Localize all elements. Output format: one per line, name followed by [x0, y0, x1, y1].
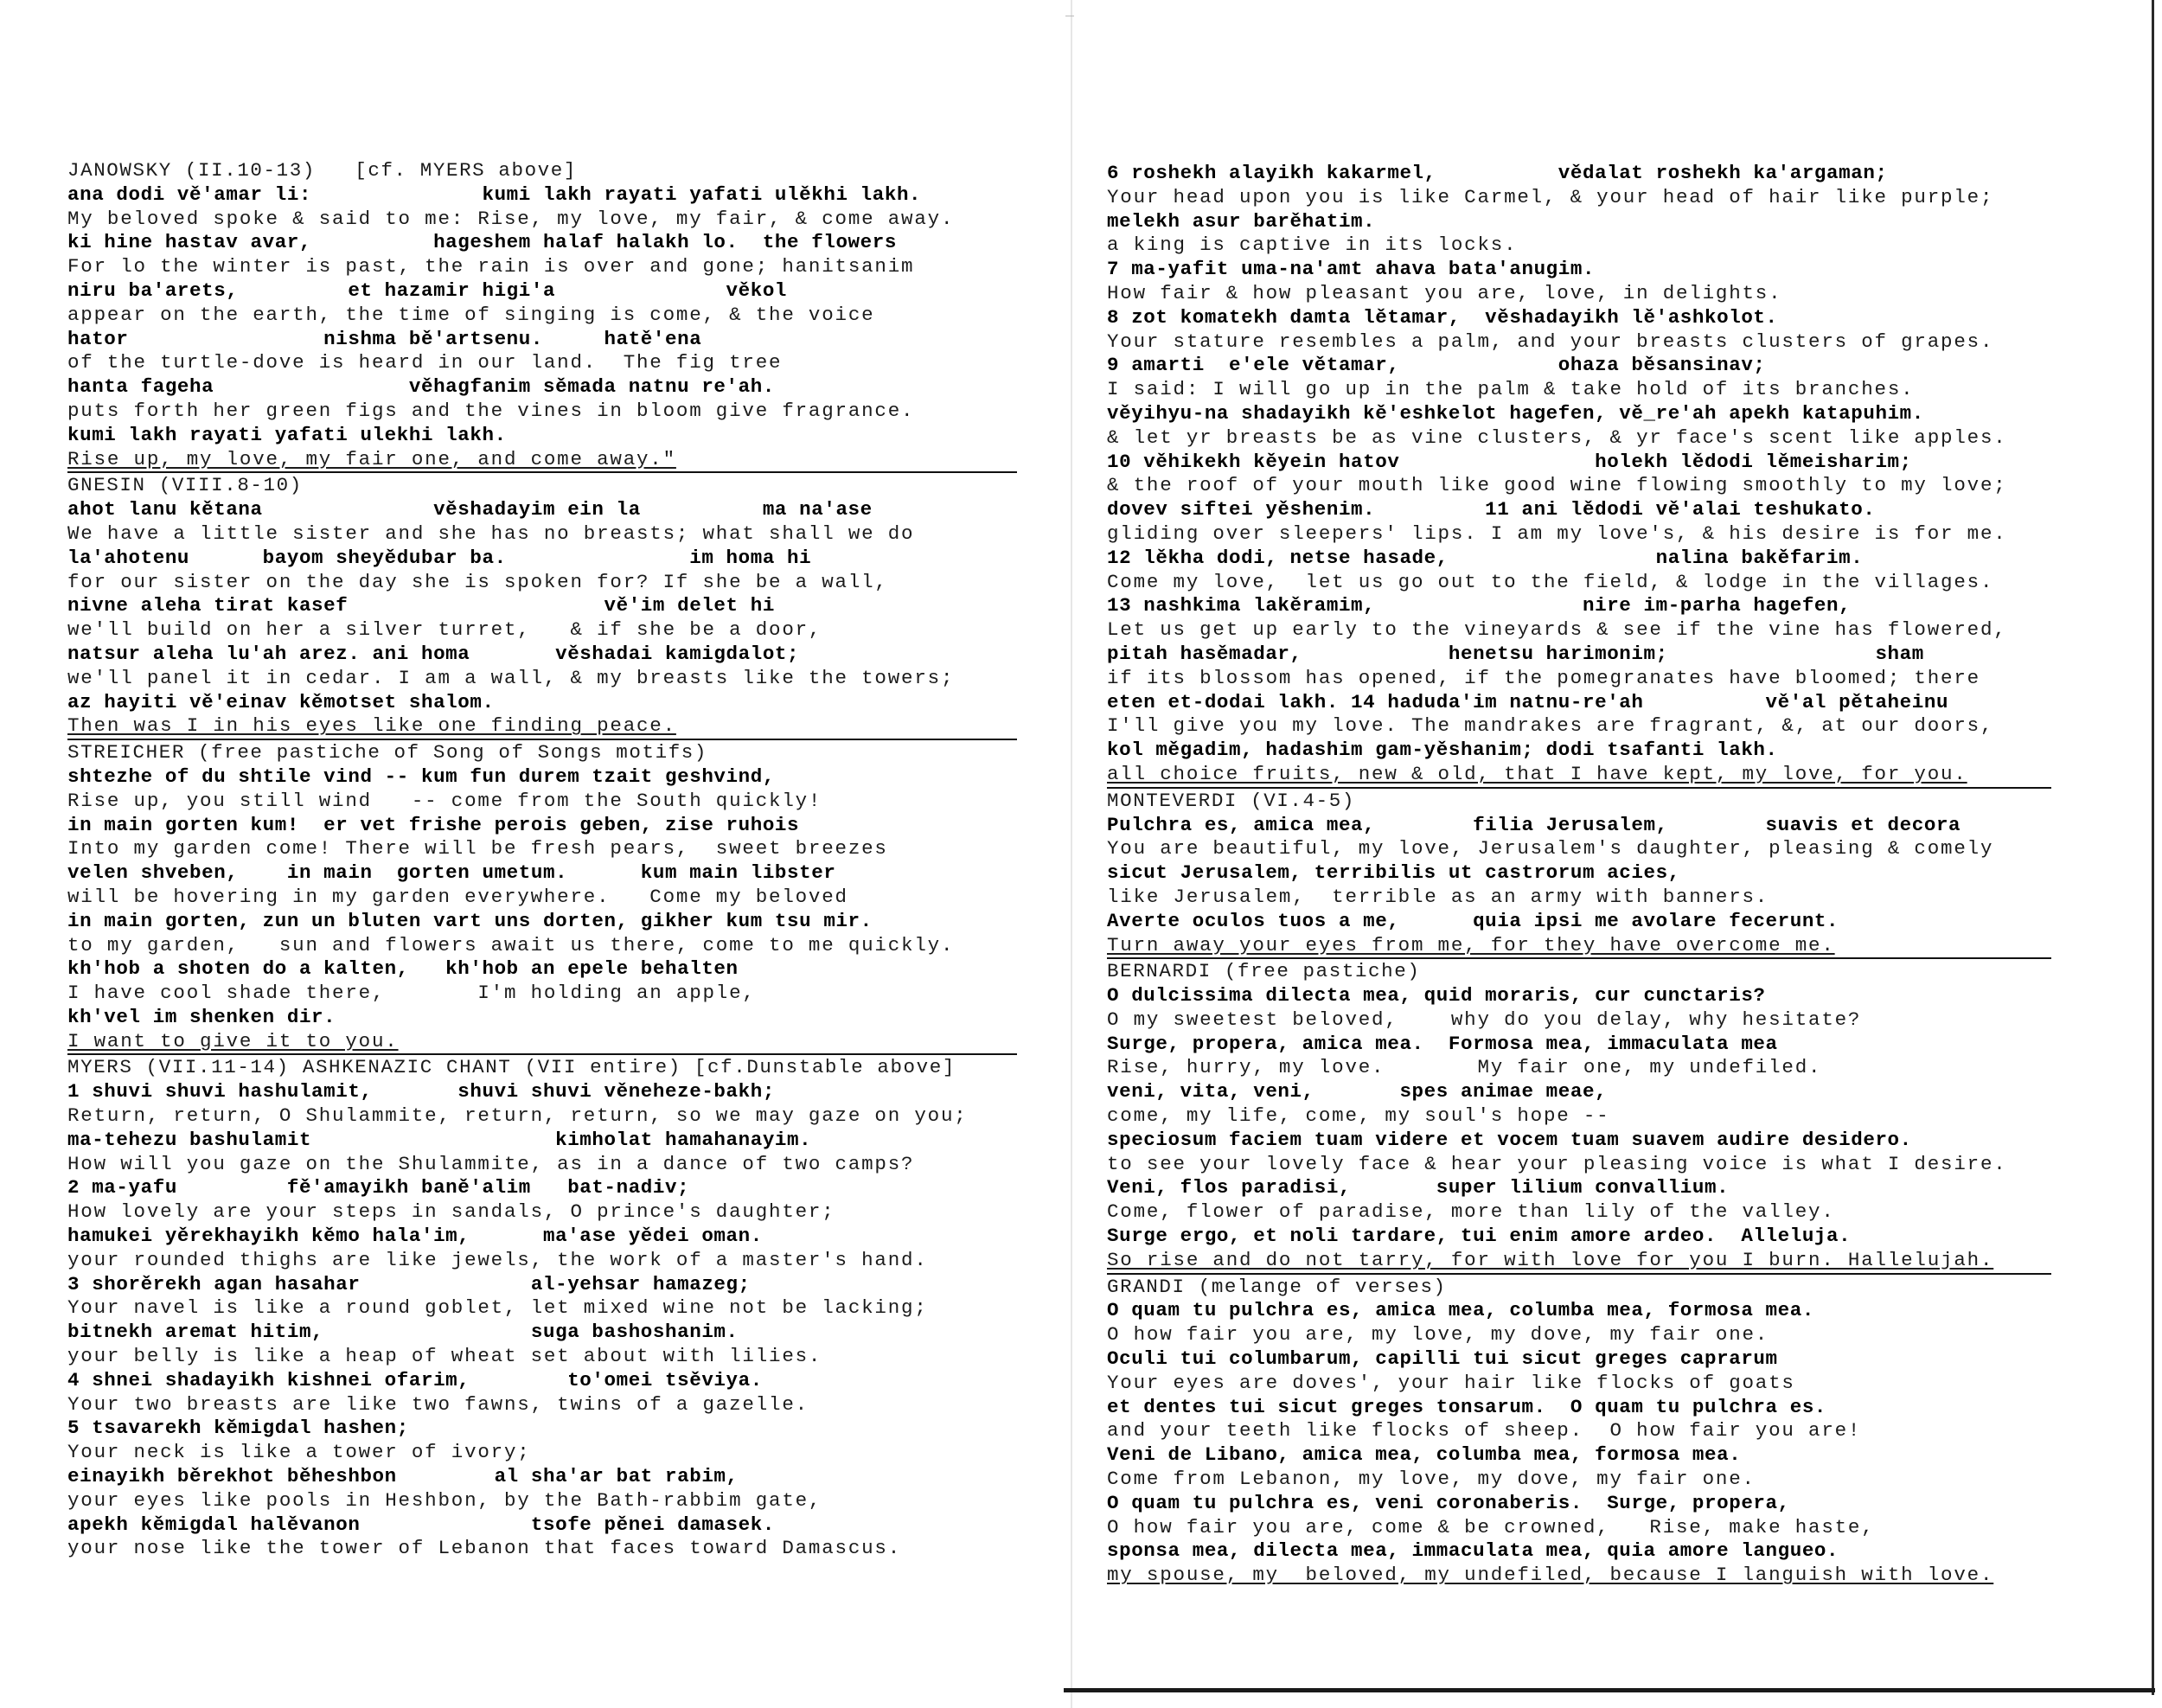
translation-line: Come, flower of paradise, more than lily of the valley.	[1107, 1200, 1835, 1224]
lyric-line: natsur aleha lu'ah arez. ani homa věshadai kamigdalot;	[67, 642, 800, 665]
lyric-line: sponsa mea, dilecta mea, immaculata mea, quia amore langueo.	[1107, 1539, 1839, 1563]
lyric-line: veni, vita, veni, spes animae meae,	[1107, 1080, 1608, 1103]
lyric-line: az hayiti vě'einav kěmotset shalom.	[67, 690, 495, 713]
translation-line: We have a little sister and she has no breasts; what shall we do	[67, 521, 915, 545]
translation-line: Return, return, O Shulammite, return, return, so we may gaze on you;	[67, 1104, 968, 1128]
section-divider	[1107, 1273, 2051, 1275]
lyric-line: 5 tsavarekh kěmigdal hashen;	[67, 1417, 409, 1440]
translation-line: to see your lovely face & hear your pleasing voice is what I desire.	[1107, 1152, 2007, 1175]
translation-line: I have cool shade there, I'm holding an apple,	[67, 982, 756, 1005]
translation-line-closing: Rise up, my love, my fair one, and come away."	[67, 447, 676, 470]
section-divider	[67, 1053, 1017, 1055]
translation-line-closing: my spouse, my beloved, my undefiled, because I languish with love.	[1107, 1564, 1994, 1587]
lyric-line: melekh asur barěhatim.	[1107, 209, 1376, 233]
translation-line: For lo the winter is past, the rain is over and gone; hanitsanim	[67, 255, 915, 278]
translation-line: Come my love, let us go out to the field, & lodge in the villages.	[1107, 570, 1994, 593]
page-fold	[1071, 0, 1072, 1708]
lyric-line: ahot lanu kětana věshadayim ein la ma na'ase	[67, 498, 873, 521]
left-page-column	[67, 159, 1019, 1561]
lyric-line: einayikh běrekhot běheshbon al sha'ar bat rabim,	[67, 1465, 739, 1488]
lyric-line: dovev siftei yěshenim. 11 ani lědodi vě'alai teshukato.	[1107, 498, 1876, 521]
lyric-line: 12 lěkha dodi, netse hasade, nalina bakěfarim.	[1107, 546, 1864, 569]
lyric-line: 2 ma-yafu fě'amayikh baně'alim bat-nadiv;	[67, 1176, 690, 1199]
section-heading: MYERS (VII.11-14) ASHKENAZIC CHANT (VII entire) [cf.Dunstable above]	[67, 1056, 956, 1079]
translation-line: your belly is like a heap of wheat set about with lilies.	[67, 1345, 822, 1368]
lyric-line: kh'hob a shoten do a kalten, kh'hob an epele behalten	[67, 957, 739, 981]
lyric-line: O quam tu pulchra es, amica mea, columba mea, formosa mea.	[1107, 1299, 1814, 1322]
page-edge-bottom	[1064, 1688, 2155, 1692]
translation-line: we'll panel it in cedar. I am a wall, & my breasts like the towers;	[67, 666, 955, 689]
lyric-line: ana dodi vě'amar li: kumi lakh rayati yafati ulěkhi lakh.	[67, 182, 922, 206]
lyric-line: kol měgadim, hadashim gam-yěshanim; dodi tsafanti lakh.	[1107, 739, 1778, 762]
translation-line: Your eyes are doves', your hair like flocks of goats	[1107, 1371, 1795, 1394]
lyric-line: shtezhe of du shtile vind -- kum fun durem tzait geshvind,	[67, 764, 775, 788]
lyric-line: Oculi tui columbarum, capilli tui sicut greges caprarum	[1107, 1347, 1778, 1371]
lyric-line: Veni de Libano, amica mea, columba mea, formosa mea.	[1107, 1443, 1742, 1467]
translation-line: your eyes like pools in Heshbon, by the Bath-rabbim gate,	[67, 1488, 822, 1512]
translation-line: to my garden, sun and flowers await us there, come to me quickly.	[67, 933, 955, 956]
translation-line: Your neck is like a tower of ivory;	[67, 1441, 531, 1464]
translation-line: How will you gaze on the Shulammite, as in a dance of two camps?	[67, 1152, 915, 1175]
section-divider	[67, 471, 1017, 473]
lyric-line: la'ahotenu bayom sheyědubar ba. im homa hi	[67, 546, 812, 569]
translation-line: your nose like the tower of Lebanon that faces toward Damascus.	[67, 1537, 902, 1560]
lyric-line: kumi lakh rayati yafati ulekhi lakh.	[67, 423, 507, 446]
lyric-line: O dulcissima dilecta mea, quid moraris, cur cunctaris?	[1107, 984, 1766, 1008]
translation-line: O how fair you are, come & be crowned, Rise, make haste,	[1107, 1515, 1875, 1538]
translation-line: How fair & how pleasant you are, love, in delights.	[1107, 281, 1782, 304]
lyric-line: Surge, propera, amica mea. Formosa mea, immaculata mea	[1107, 1032, 1778, 1055]
translation-line: puts forth her green figs and the vines in bloom give fragrance.	[67, 399, 915, 422]
section-heading: STREICHER (free pastiche of Song of Songs motifs)	[67, 741, 708, 764]
lyric-line: in main gorten, zun un bluten vart uns dorten, gikher kum tsu mir.	[67, 909, 873, 932]
lyric-line: 3 shorěrekh agan hasahar al-yehsar hamazeg;	[67, 1272, 751, 1295]
translation-line-closing: I want to give it to you.	[67, 1029, 399, 1052]
lyric-line: 13 nashkima lakěramim, nire im-parha hagefen,	[1107, 594, 1852, 617]
lyric-line: 9 amarti e'ele větamar, ohaza běsansinav;	[1107, 354, 1766, 377]
translation-line-closing: So rise and do not tarry, for with love for you I burn. Hallelujah.	[1107, 1248, 1994, 1271]
translation-line: your rounded thighs are like jewels, the work of a master's hand.	[67, 1248, 928, 1271]
translation-line: come, my life, come, my soul's hope --	[1107, 1104, 1610, 1128]
lyric-line: hamukei yěrekhayikh kěmo hala'im, ma'ase yědei oman.	[67, 1225, 763, 1248]
translation-line: Rise, hurry, my love. My fair one, my undefiled.	[1107, 1056, 1822, 1079]
lyric-line: nivne aleha tirat kasef vě'im delet hi	[67, 594, 775, 617]
translation-line: I'll give you my love. The mandrakes are fragrant, &, at our doors,	[1107, 714, 1994, 738]
translation-line-closing: Then was I in his eyes like one finding peace.	[67, 714, 676, 738]
lyric-line: Surge ergo, et noli tardare, tui enim amore ardeo. Alleluja.	[1107, 1225, 1852, 1248]
lyric-line: Averte oculos tuos a me, quia ipsi me avolare fecerunt.	[1107, 909, 1839, 932]
section-heading: MONTEVERDI (VI.4-5)	[1107, 789, 1355, 812]
section-heading: GNESIN (VIII.8-10)	[67, 474, 303, 497]
section-heading: GRANDI (melange of verses)	[1107, 1275, 1447, 1298]
section-divider	[1107, 787, 2051, 789]
translation-line: & the roof of your mouth like good wine flowing smoothly to my love;	[1107, 474, 2007, 497]
lyric-line: věyihyu-na shadayikh kě'eshkelot hagefen, vě_re'ah apekh katapuhim.	[1107, 401, 1924, 425]
translation-line: Come from Lebanon, my love, my dove, my fair one.	[1107, 1468, 1756, 1491]
lyric-line: 8 zot komatekh damta lětamar, věshadayikh lě'ashkolot.	[1107, 305, 1778, 329]
lyric-line: pitah hasěmadar, henetsu harimonim; sham	[1107, 642, 1924, 665]
translation-line: Your stature resembles a palm, and your breasts clusters of grapes.	[1107, 329, 1994, 353]
lyric-line: velen shveben, in main gorten umetum. kum main libster	[67, 861, 836, 885]
lyric-line: 10 věhikekh kěyein hatov holekh lědodi lěmeisharim;	[1107, 450, 1912, 473]
translation-line: Your two breasts are like two fawns, twins of a gazelle.	[67, 1392, 809, 1416]
lyric-line: 7 ma-yafit uma-na'amt ahava bata'anugim.	[1107, 258, 1596, 281]
translation-line: Your head upon you is like Carmel, & your head of hair like purple;	[1107, 185, 1994, 208]
translation-line: How lovely are your steps in sandals, O prince's daughter;	[67, 1200, 835, 1224]
page-edge-right	[2152, 0, 2154, 1695]
section-divider	[1107, 957, 2051, 959]
lyric-line: Pulchra es, amica mea, filia Jerusalem, suavis et decora	[1107, 813, 1961, 836]
section-heading: JANOWSKY (II.10-13) [cf. MYERS above]	[67, 159, 577, 182]
lyric-line: O quam tu pulchra es, veni coronaberis. Surge, propera,	[1107, 1491, 1790, 1514]
translation-line: for our sister on the day she is spoken for? If she be a wall,	[67, 570, 888, 593]
lyric-line: eten et-dodai lakh. 14 haduda'im natnu-re'ah vě'al pětaheinu	[1107, 690, 1949, 713]
lyric-line: apekh kěmigdal halěvanon tsofe pěnei damasek.	[67, 1513, 775, 1536]
lyric-line: 6 roshekh alayikh kakarmel, vědalat roshekh ka'argaman;	[1107, 162, 1888, 184]
translation-line: O how fair you are, my love, my dove, my fair one.	[1107, 1323, 1769, 1347]
translation-line: Into my garden come! There will be fresh pears, sweet breezes	[67, 837, 888, 860]
lyric-line: niru ba'arets, et hazamir higi'a věkol	[67, 278, 788, 302]
translation-line: and your teeth like flocks of sheep. O how fair you are!	[1107, 1419, 1862, 1443]
translation-line: gliding over sleepers' lips. I am my love's, & his desire is for me.	[1107, 521, 2007, 545]
translation-line: will be hovering in my garden everywhere. Come my beloved	[67, 885, 848, 908]
translation-line: like Jerusalem, terrible as an army with banners.	[1107, 885, 1769, 908]
translation-line: Your navel is like a round goblet, let mixed wine not be lacking;	[67, 1296, 928, 1320]
translation-line: Let us get up early to the vineyards & see if the vine has flowered,	[1107, 618, 2007, 642]
lyric-line: 1 shuvi shuvi hashulamit, shuvi shuvi věneheze-bakh;	[67, 1080, 775, 1103]
lyric-line: hator nishma bě'artsenu. hatě'ena	[67, 327, 702, 350]
translation-line: My beloved spoke & said to me: Rise, my love, my fair, & come away.	[67, 207, 955, 230]
lyric-line: speciosum faciem tuam videre et vocem tuam suavem audire desidero.	[1107, 1128, 1912, 1151]
translation-line: a king is captive in its locks.	[1107, 233, 1518, 257]
lyric-line: hanta fageha věhagfanim sěmada natnu re'ah.	[67, 375, 775, 399]
translation-line: O my sweetest beloved, why do you delay, why hesitate?	[1107, 1008, 1862, 1031]
lyric-line: in main gorten kum! er vet frishe perois geben, zise ruhois	[67, 813, 800, 836]
lyric-line: kh'vel im shenken dir.	[67, 1005, 336, 1028]
section-heading: BERNARDI (free pastiche)	[1107, 960, 1421, 983]
lyric-line: 4 shnei shadayikh kishnei ofarim, to'omei tsěviya.	[67, 1368, 763, 1391]
lyric-line: sicut Jerusalem, terribilis ut castrorum acies,	[1107, 861, 1680, 885]
lyric-line: et dentes tui sicut greges tonsarum. O quam tu pulchra es.	[1107, 1395, 1827, 1418]
translation-line: & let yr breasts be as vine clusters, & yr face's scent like apples.	[1107, 425, 2007, 449]
translation-line: we'll build on her a silver turret, & if she be a door,	[67, 618, 822, 642]
translation-line-closing: Turn away your eyes from me, for they have overcome me.	[1107, 933, 1835, 956]
translation-line: You are beautiful, my love, Jerusalem's daughter, pleasing & comely	[1107, 837, 1994, 860]
translation-line: I said: I will go up in the palm & take hold of its branches.	[1107, 378, 1915, 401]
translation-line: if its blossom has opened, if the pomegranates have bloomed; there	[1107, 666, 1980, 689]
lyric-line: ma-tehezu bashulamit kimholat hamahanayim.	[67, 1128, 812, 1151]
lyric-line: ki hine hastav avar, hageshem halaf halakh lo. the flowers	[67, 231, 897, 254]
lyric-line: bitnekh aremat hitim, suga bashoshanim.	[67, 1321, 739, 1344]
translation-line-closing: all choice fruits, new & old, that I have kept, my love, for you.	[1107, 762, 1967, 785]
right-page-column	[1107, 162, 2054, 1588]
translation-line: appear on the earth, the time of singing is come, & the voice	[67, 303, 875, 326]
translation-line: Rise up, you still wind -- come from the South quickly!	[67, 789, 822, 812]
section-divider	[67, 739, 1017, 740]
lyric-line: Veni, flos paradisi, super lilium convallium.	[1107, 1176, 1730, 1199]
translation-line: of the turtle-dove is heard in our land. The fig tree	[67, 351, 783, 374]
